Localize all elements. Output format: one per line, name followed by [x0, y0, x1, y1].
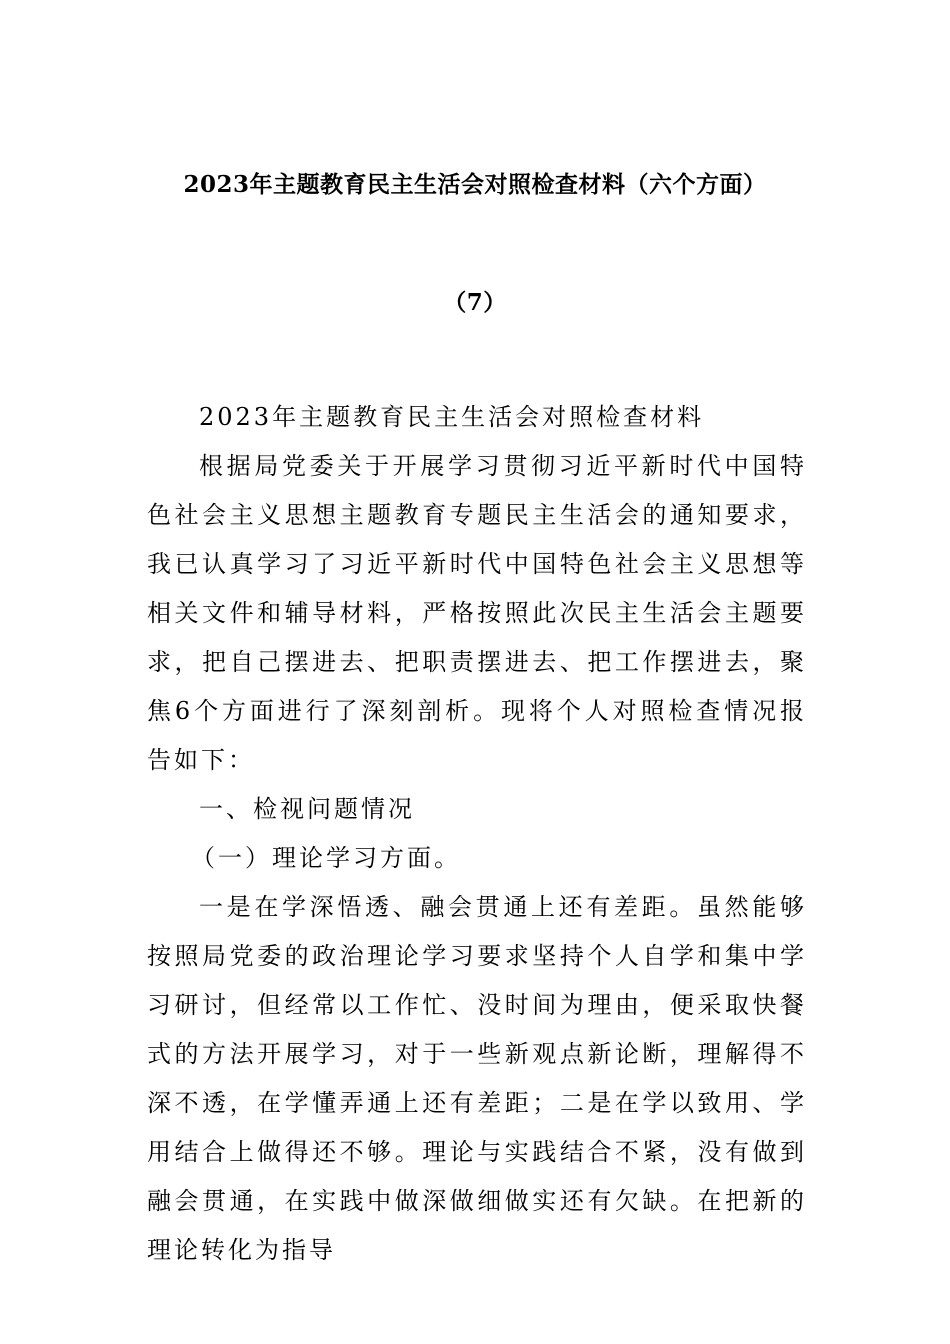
document-title: 2023年主题教育民主生活会对照检查材料（六个方面） — [183, 171, 767, 198]
document-subtitle: 2023年主题教育民主生活会对照检查材料 — [199, 403, 705, 431]
intro-paragraph: 根据局党委关于开展学习贯彻习近平新时代中国特色社会主义思想主题教育专题民主生活会的通知要求，我已认真学习了习近平新时代中国特色社会主义思想等相关文件和辅导材料，严格按照此次民主生活会主题要求，把自己摆进去、把职责摆进去、把工作摆进去，聚焦6个方面进行了深刻剖析。现将个人对照检查情况报告如下： — [147, 452, 807, 774]
section-heading-1-1: （一）理论学习方面。 — [191, 844, 461, 872]
document-title-number: （7） — [443, 289, 507, 316]
document-body — [147, 393, 807, 1275]
section-heading-1: 一、检视问题情况 — [199, 795, 415, 823]
section-1-1-paragraph: 一是在学深悟透、融会贯通上还有差距。虽然能够按照局党委的政治理论学习要求坚持个人自学和集中学习研讨，但经常以工作忙、没时间为理由，便采取快餐式的方法开展学习，对于一些新观点新论断，理解得不深不透，在学懂弄通上还有差距；二是在学以致用、学用结合上做得还不够。理论与实践结合不紧，没有做到融会贯通，在实践中做深做细做实还有欠缺。在把新的理论转化为指导 — [147, 893, 807, 1264]
